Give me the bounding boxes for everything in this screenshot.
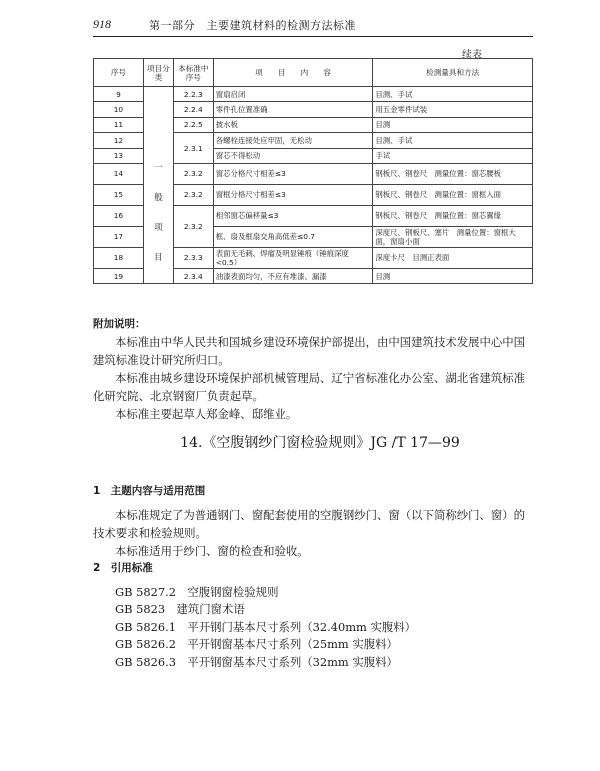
table-row [94, 87, 533, 102]
col-header-content: 项 目 内 容 [213, 59, 373, 87]
reference-item: GB 5823 建筑门窗术语 [115, 602, 245, 616]
row-clause: 2.3.4 [173, 268, 213, 283]
row-method: 深度卡尺 目测正表面 [373, 247, 533, 268]
section-heading: 1 主题内容与适用范围 [93, 485, 206, 497]
continued-label: 续表 [462, 50, 482, 61]
table-header-row [94, 59, 533, 87]
row-content: 披水板 [213, 117, 373, 132]
section-references [93, 560, 533, 671]
row-content: 窗扇启闭 [213, 87, 373, 102]
row-no: 19 [94, 268, 144, 283]
row-no: 10 [94, 102, 144, 117]
row-method: 目测 [373, 268, 533, 283]
col-header-clause: 本标准中序号 [173, 59, 213, 87]
reference-item: GB 5826.2 平开钢窗基本尺寸系列（25mm 实腹料） [115, 637, 398, 651]
row-no: 18 [94, 247, 144, 268]
category-char: 目 [154, 253, 163, 264]
additional-notes [93, 315, 533, 423]
row-clause: 2.3.2 [173, 163, 213, 184]
reference-item: GB 5827.2 空腹钢窗检验规则 [115, 584, 279, 599]
row-method: 深度尺、钢板尺、塞片 测量位置：窗框大面，窗扇小面 [373, 226, 533, 247]
reference-item: GB 5826.3 平开钢窗基本尺寸系列（32mm 实腹料） [115, 654, 398, 669]
row-no: 13 [94, 148, 144, 163]
row-content: 零件孔位置准确 [213, 102, 373, 117]
category-char: 项 [154, 223, 163, 234]
row-clause: 2.3.1 [173, 133, 213, 164]
row-method: 手试 [373, 148, 533, 163]
row-method: 用五金零件试装 [373, 102, 533, 117]
category-char: 一 [154, 163, 163, 174]
col-header-method: 检测量具和方法 [373, 59, 533, 87]
row-content: 油漆表面均匀，不应有堆漆、漏漆 [213, 268, 373, 283]
row-method: 目测、手试 [373, 133, 533, 148]
running-title: 第一部分 主要建筑材料的检测方法标准 [149, 19, 356, 32]
row-no: 14 [94, 163, 144, 184]
row-no: 16 [94, 205, 144, 226]
header-divider [93, 36, 533, 37]
row-clause: 2.2.5 [173, 117, 213, 132]
section-heading: 2 引用标准 [93, 562, 153, 574]
category-cell [143, 87, 173, 284]
row-content: 相邻窗芯偏移量≤3 [213, 205, 373, 226]
col-header-no: 序号 [94, 59, 144, 87]
row-clause: 2.3.2 [173, 205, 213, 247]
row-no: 17 [94, 226, 144, 247]
notes-paragraph: 本标准主要起草人郑金峰、邸维业。 [115, 407, 298, 421]
row-content: 框、扇及框扇交角高低差≤0.7 [213, 226, 373, 247]
row-no: 11 [94, 117, 144, 132]
row-method: 钢板尺、钢卷尺 测量位置：窗芯腰板 [373, 163, 533, 184]
row-method: 目测、手试 [373, 87, 533, 102]
row-clause: 2.2.4 [173, 102, 213, 117]
page-header [93, 15, 533, 35]
row-method: 目测 [373, 117, 533, 132]
row-method: 钢板尺、钢卷尺 测量位置：窗芯翼缘 [373, 205, 533, 226]
row-content: 窗芯分格尺寸相差≤3 [213, 163, 373, 184]
notes-paragraph: 本标准由中华人民共和国城乡建设环境保护部提出，由中国建筑技术发展中心中国建筑标准设计研究所归口。 [93, 335, 526, 367]
col-header-category: 项目分类 [143, 59, 173, 87]
row-method: 钢板尺、钢卷尺 测量位置：窗框入面 [373, 184, 533, 205]
standard-title: 14.《空腹钢纱门窗检验规则》JG /T 17—99 [180, 435, 460, 451]
row-content: 窗芯不得松动 [213, 148, 373, 163]
notes-paragraph: 本标准由城乡建设环境保护部机械管理局、辽宁省标准化办公室、湖北省建筑标准化研究院、北京钢窗厂负责起草。 [93, 371, 526, 403]
row-content: 窗框分格尺寸相差≤3 [213, 184, 373, 205]
row-no: 15 [94, 184, 144, 205]
row-content: 各螺栓连接处应牢固，无松动 [213, 133, 373, 148]
page-number: 918 [93, 17, 111, 31]
inspection-table [93, 58, 533, 284]
row-clause: 2.2.3 [173, 87, 213, 102]
reference-item: GB 5826.1 平开钢门基本尺寸系列（32.40mm 实腹料） [115, 619, 417, 634]
section-paragraph: 本标准适用于纱门、窗的检查和验收。 [115, 544, 309, 558]
row-no: 9 [94, 87, 144, 102]
row-clause: 2.3.2 [173, 184, 213, 205]
row-clause: 2.3.3 [173, 247, 213, 268]
section-scope [93, 482, 533, 560]
section-paragraph: 本标准规定了为普通钢门、窗配套使用的空腹钢纱门、窗（以下简称纱门、窗）的技术要求和检验规则。 [93, 508, 526, 540]
row-no: 12 [94, 133, 144, 148]
category-char: 般 [154, 193, 163, 204]
row-content: 表面无毛刺、焊瘤及明显锤痕（锤痕深度<0.5） [213, 247, 373, 268]
notes-heading: 附加说明： [93, 318, 146, 330]
